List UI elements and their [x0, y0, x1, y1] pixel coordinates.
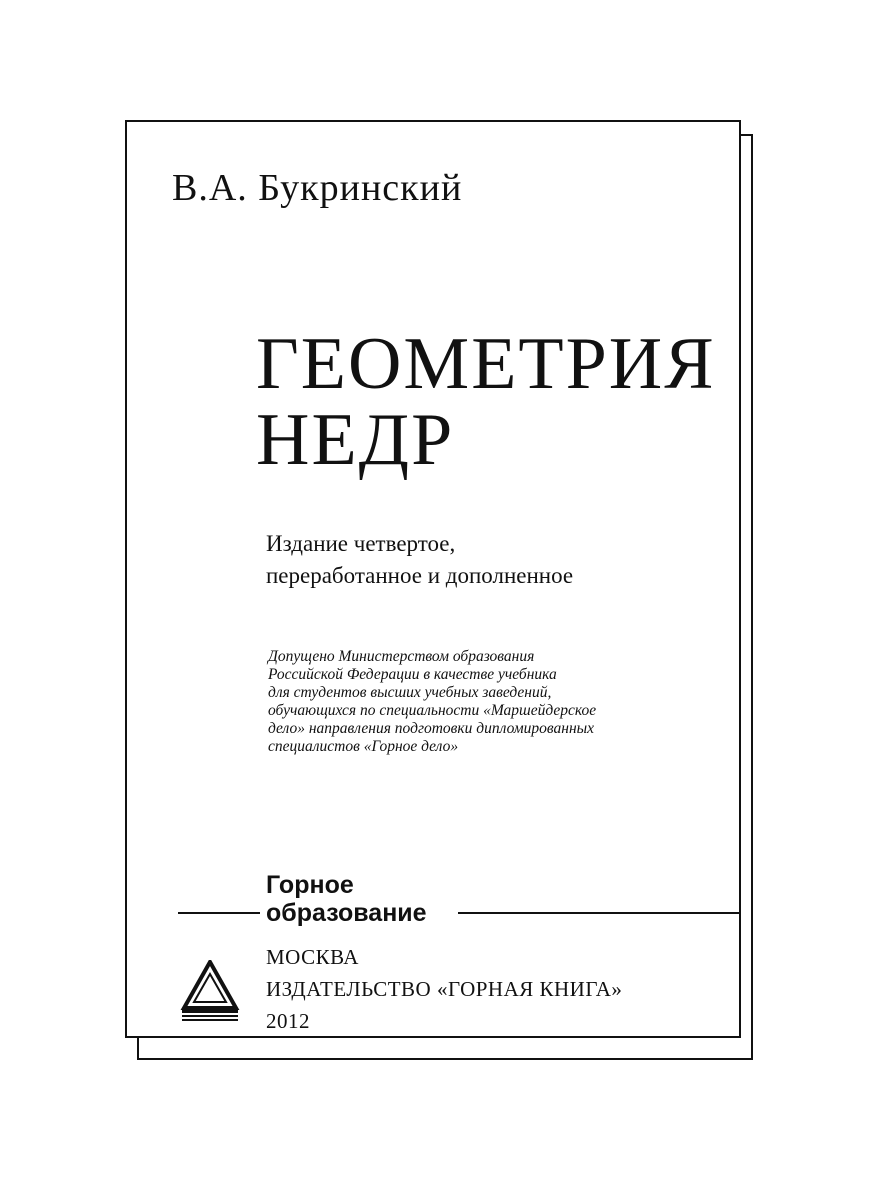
title-line-2: НЕДР [256, 399, 455, 481]
series-name [266, 871, 427, 927]
author-name: В.А. Букринский [172, 167, 463, 209]
edition-line-2: переработанное и дополненное [266, 563, 574, 588]
edition-info [266, 528, 573, 592]
approval-line: для студентов высших учебных заведений, [268, 684, 552, 701]
approval-line: дело» направления подготовки дипломированных [268, 720, 595, 737]
approval-line: Допущено Министерством образования [268, 648, 535, 665]
imprint-city: МОСКВА [266, 945, 359, 969]
approval-line: обучающихся по специальности «Маршейдерское [268, 702, 597, 719]
imprint-publisher: ИЗДАТЕЛЬСТВО «ГОРНАЯ КНИГА» [266, 977, 623, 1001]
triangle-book-icon [180, 960, 240, 1022]
approval-statement [268, 648, 698, 756]
title-line-1: ГЕОМЕТРИЯ [256, 323, 716, 405]
series-rule-left [178, 912, 260, 914]
book-title [256, 323, 716, 481]
series-line-1: Горное [266, 871, 354, 899]
imprint [266, 941, 622, 1037]
series-line-2: образование [266, 899, 427, 927]
series-rule-right [458, 912, 741, 914]
imprint-year: 2012 [266, 1009, 310, 1033]
approval-line: Российской Федерации в качестве учебника [268, 666, 557, 683]
edition-line-1: Издание четвертое, [266, 531, 456, 556]
approval-line: специалистов «Горное дело» [268, 738, 459, 755]
